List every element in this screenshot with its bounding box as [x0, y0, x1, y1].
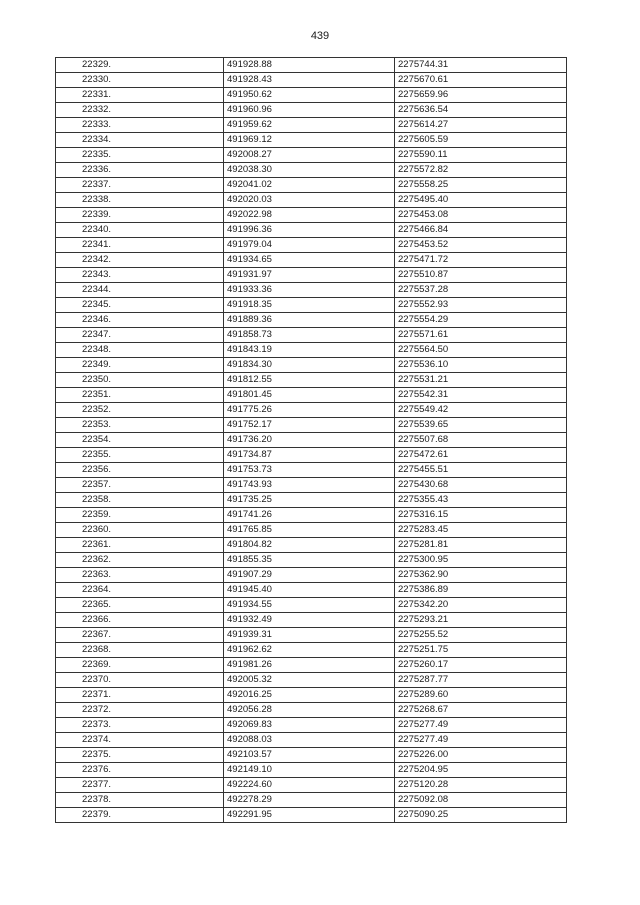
- x-coordinate-cell: 491734.87: [224, 448, 395, 463]
- table-row: [56, 343, 567, 358]
- point-number-cell: 22343.: [56, 268, 224, 283]
- table-row: [56, 763, 567, 778]
- x-coordinate-cell: 491812.55: [224, 373, 395, 388]
- table-row: [56, 463, 567, 478]
- table-row: [56, 808, 567, 823]
- table-row: [56, 778, 567, 793]
- point-number-cell: 22362.: [56, 553, 224, 568]
- point-number-cell: 22333.: [56, 118, 224, 133]
- table-row: [56, 388, 567, 403]
- point-number-cell: 22371.: [56, 688, 224, 703]
- table-row: [56, 118, 567, 133]
- x-coordinate-cell: 491934.55: [224, 598, 395, 613]
- y-coordinate-cell: 2275255.52: [395, 628, 567, 643]
- table-row: [56, 628, 567, 643]
- point-number-cell: 22344.: [56, 283, 224, 298]
- point-number-cell: 22341.: [56, 238, 224, 253]
- table-row: [56, 73, 567, 88]
- table-row: [56, 643, 567, 658]
- y-coordinate-cell: 2275554.29: [395, 313, 567, 328]
- point-number-cell: 22360.: [56, 523, 224, 538]
- y-coordinate-cell: 2275251.75: [395, 643, 567, 658]
- point-number-cell: 22339.: [56, 208, 224, 223]
- point-number-cell: 22357.: [56, 478, 224, 493]
- point-number-cell: 22358.: [56, 493, 224, 508]
- x-coordinate-cell: 492008.27: [224, 148, 395, 163]
- y-coordinate-cell: 2275614.27: [395, 118, 567, 133]
- table-row: [56, 88, 567, 103]
- x-coordinate-cell: 492291.95: [224, 808, 395, 823]
- table-row: [56, 268, 567, 283]
- point-number-cell: 22352.: [56, 403, 224, 418]
- y-coordinate-cell: 2275507.68: [395, 433, 567, 448]
- x-coordinate-cell: 492038.30: [224, 163, 395, 178]
- table-row: [56, 58, 567, 73]
- y-coordinate-cell: 2275300.95: [395, 553, 567, 568]
- x-coordinate-cell: 491907.29: [224, 568, 395, 583]
- point-number-cell: 22364.: [56, 583, 224, 598]
- y-coordinate-cell: 2275542.31: [395, 388, 567, 403]
- point-number-cell: 22332.: [56, 103, 224, 118]
- table-row: [56, 523, 567, 538]
- point-number-cell: 22366.: [56, 613, 224, 628]
- table-row: [56, 478, 567, 493]
- x-coordinate-cell: 491960.96: [224, 103, 395, 118]
- x-coordinate-cell: 491969.12: [224, 133, 395, 148]
- x-coordinate-cell: 491932.49: [224, 613, 395, 628]
- point-number-cell: 22355.: [56, 448, 224, 463]
- table-row: [56, 103, 567, 118]
- x-coordinate-cell: 492005.32: [224, 673, 395, 688]
- x-coordinate-cell: 491979.04: [224, 238, 395, 253]
- y-coordinate-cell: 2275316.15: [395, 508, 567, 523]
- y-coordinate-cell: 2275277.49: [395, 718, 567, 733]
- table-row: [56, 748, 567, 763]
- x-coordinate-cell: 492020.03: [224, 193, 395, 208]
- x-coordinate-cell: 491741.26: [224, 508, 395, 523]
- x-coordinate-cell: 491928.43: [224, 73, 395, 88]
- table-row: [56, 433, 567, 448]
- table-row: [56, 223, 567, 238]
- point-number-cell: 22368.: [56, 643, 224, 658]
- y-coordinate-cell: 2275558.25: [395, 178, 567, 193]
- x-coordinate-cell: 491743.93: [224, 478, 395, 493]
- x-coordinate-cell: 492022.98: [224, 208, 395, 223]
- table-row: [56, 283, 567, 298]
- y-coordinate-cell: 2275277.49: [395, 733, 567, 748]
- point-number-cell: 22373.: [56, 718, 224, 733]
- table-row: [56, 298, 567, 313]
- y-coordinate-cell: 2275260.17: [395, 658, 567, 673]
- y-coordinate-cell: 2275362.90: [395, 568, 567, 583]
- table-row: [56, 658, 567, 673]
- x-coordinate-cell: 491931.97: [224, 268, 395, 283]
- x-coordinate-cell: 492149.10: [224, 763, 395, 778]
- table-row: [56, 538, 567, 553]
- y-coordinate-cell: 2275564.50: [395, 343, 567, 358]
- y-coordinate-cell: 2275226.00: [395, 748, 567, 763]
- x-coordinate-cell: 491918.35: [224, 298, 395, 313]
- y-coordinate-cell: 2275466.84: [395, 223, 567, 238]
- point-number-cell: 22361.: [56, 538, 224, 553]
- x-coordinate-cell: 491933.36: [224, 283, 395, 298]
- y-coordinate-cell: 2275571.61: [395, 328, 567, 343]
- table-row: [56, 163, 567, 178]
- point-number-cell: 22342.: [56, 253, 224, 268]
- x-coordinate-cell: 492278.29: [224, 793, 395, 808]
- table-row: [56, 328, 567, 343]
- point-number-cell: 22345.: [56, 298, 224, 313]
- x-coordinate-cell: 492056.28: [224, 703, 395, 718]
- y-coordinate-cell: 2275572.82: [395, 163, 567, 178]
- table-row: [56, 178, 567, 193]
- table-row: [56, 568, 567, 583]
- point-number-cell: 22359.: [56, 508, 224, 523]
- y-coordinate-cell: 2275510.87: [395, 268, 567, 283]
- x-coordinate-cell: 491765.85: [224, 523, 395, 538]
- table-row: [56, 583, 567, 598]
- y-coordinate-cell: 2275281.81: [395, 538, 567, 553]
- point-number-cell: 22375.: [56, 748, 224, 763]
- table-body: [56, 58, 567, 823]
- table-row: [56, 148, 567, 163]
- point-number-cell: 22369.: [56, 658, 224, 673]
- y-coordinate-cell: 2275092.08: [395, 793, 567, 808]
- x-coordinate-cell: 491959.62: [224, 118, 395, 133]
- table-row: [56, 313, 567, 328]
- x-coordinate-cell: 492069.83: [224, 718, 395, 733]
- point-number-cell: 22374.: [56, 733, 224, 748]
- table-row: [56, 403, 567, 418]
- point-number-cell: 22372.: [56, 703, 224, 718]
- point-number-cell: 22336.: [56, 163, 224, 178]
- y-coordinate-cell: 2275455.51: [395, 463, 567, 478]
- point-number-cell: 22340.: [56, 223, 224, 238]
- table-row: [56, 193, 567, 208]
- y-coordinate-cell: 2275539.65: [395, 418, 567, 433]
- x-coordinate-cell: 491962.62: [224, 643, 395, 658]
- y-coordinate-cell: 2275120.28: [395, 778, 567, 793]
- y-coordinate-cell: 2275670.61: [395, 73, 567, 88]
- x-coordinate-cell: 491950.62: [224, 88, 395, 103]
- point-number-cell: 22330.: [56, 73, 224, 88]
- y-coordinate-cell: 2275430.68: [395, 478, 567, 493]
- x-coordinate-cell: 491834.30: [224, 358, 395, 373]
- x-coordinate-cell: 491945.40: [224, 583, 395, 598]
- table-row: [56, 358, 567, 373]
- y-coordinate-cell: 2275355.43: [395, 493, 567, 508]
- point-number-cell: 22348.: [56, 343, 224, 358]
- table-row: [56, 253, 567, 268]
- y-coordinate-cell: 2275342.20: [395, 598, 567, 613]
- point-number-cell: 22349.: [56, 358, 224, 373]
- x-coordinate-cell: 491889.36: [224, 313, 395, 328]
- y-coordinate-cell: 2275386.89: [395, 583, 567, 598]
- point-number-cell: 22331.: [56, 88, 224, 103]
- point-number-cell: 22356.: [56, 463, 224, 478]
- table-row: [56, 508, 567, 523]
- x-coordinate-cell: 491801.45: [224, 388, 395, 403]
- x-coordinate-cell: 491996.36: [224, 223, 395, 238]
- x-coordinate-cell: 492103.57: [224, 748, 395, 763]
- point-number-cell: 22346.: [56, 313, 224, 328]
- x-coordinate-cell: 492041.02: [224, 178, 395, 193]
- point-number-cell: 22351.: [56, 388, 224, 403]
- table-row: [56, 793, 567, 808]
- y-coordinate-cell: 2275472.61: [395, 448, 567, 463]
- y-coordinate-cell: 2275590.11: [395, 148, 567, 163]
- y-coordinate-cell: 2275204.95: [395, 763, 567, 778]
- point-number-cell: 22370.: [56, 673, 224, 688]
- point-number-cell: 22363.: [56, 568, 224, 583]
- y-coordinate-cell: 2275536.10: [395, 358, 567, 373]
- point-number-cell: 22378.: [56, 793, 224, 808]
- point-number-cell: 22338.: [56, 193, 224, 208]
- x-coordinate-cell: 491939.31: [224, 628, 395, 643]
- table-row: [56, 733, 567, 748]
- y-coordinate-cell: 2275293.21: [395, 613, 567, 628]
- page-number: 439: [310, 30, 330, 42]
- point-number-cell: 22329.: [56, 58, 224, 73]
- x-coordinate-cell: 491858.73: [224, 328, 395, 343]
- y-coordinate-cell: 2275552.93: [395, 298, 567, 313]
- y-coordinate-cell: 2275605.59: [395, 133, 567, 148]
- x-coordinate-cell: 492224.60: [224, 778, 395, 793]
- y-coordinate-cell: 2275744.31: [395, 58, 567, 73]
- table-row: [56, 448, 567, 463]
- table-row: [56, 613, 567, 628]
- table-row: [56, 553, 567, 568]
- x-coordinate-cell: 491775.26: [224, 403, 395, 418]
- y-coordinate-cell: 2275636.54: [395, 103, 567, 118]
- x-coordinate-cell: 492088.03: [224, 733, 395, 748]
- x-coordinate-cell: 491804.82: [224, 538, 395, 553]
- point-number-cell: 22365.: [56, 598, 224, 613]
- y-coordinate-cell: 2275283.45: [395, 523, 567, 538]
- point-number-cell: 22347.: [56, 328, 224, 343]
- table-row: [56, 418, 567, 433]
- point-number-cell: 22335.: [56, 148, 224, 163]
- point-number-cell: 22354.: [56, 433, 224, 448]
- x-coordinate-cell: 491753.73: [224, 463, 395, 478]
- table-row: [56, 718, 567, 733]
- y-coordinate-cell: 2275659.96: [395, 88, 567, 103]
- x-coordinate-cell: 491934.65: [224, 253, 395, 268]
- point-number-cell: 22379.: [56, 808, 224, 823]
- point-number-cell: 22337.: [56, 178, 224, 193]
- coordinate-table: [55, 57, 567, 823]
- point-number-cell: 22367.: [56, 628, 224, 643]
- x-coordinate-cell: 491752.17: [224, 418, 395, 433]
- y-coordinate-cell: 2275287.77: [395, 673, 567, 688]
- x-coordinate-cell: 491855.35: [224, 553, 395, 568]
- y-coordinate-cell: 2275549.42: [395, 403, 567, 418]
- x-coordinate-cell: 491736.20: [224, 433, 395, 448]
- point-number-cell: 22350.: [56, 373, 224, 388]
- table-row: [56, 673, 567, 688]
- y-coordinate-cell: 2275471.72: [395, 253, 567, 268]
- table-row: [56, 208, 567, 223]
- point-number-cell: 22334.: [56, 133, 224, 148]
- x-coordinate-cell: 492016.25: [224, 688, 395, 703]
- x-coordinate-cell: 491735.25: [224, 493, 395, 508]
- x-coordinate-cell: 491928.88: [224, 58, 395, 73]
- x-coordinate-cell: 491981.26: [224, 658, 395, 673]
- y-coordinate-cell: 2275289.60: [395, 688, 567, 703]
- y-coordinate-cell: 2275495.40: [395, 193, 567, 208]
- point-number-cell: 22353.: [56, 418, 224, 433]
- table-row: [56, 493, 567, 508]
- x-coordinate-cell: 491843.19: [224, 343, 395, 358]
- point-number-cell: 22377.: [56, 778, 224, 793]
- table-row: [56, 598, 567, 613]
- table-row: [56, 133, 567, 148]
- y-coordinate-cell: 2275268.67: [395, 703, 567, 718]
- y-coordinate-cell: 2275453.52: [395, 238, 567, 253]
- y-coordinate-cell: 2275531.21: [395, 373, 567, 388]
- table-row: [56, 373, 567, 388]
- point-number-cell: 22376.: [56, 763, 224, 778]
- y-coordinate-cell: 2275453.08: [395, 208, 567, 223]
- table-row: [56, 238, 567, 253]
- table-row: [56, 703, 567, 718]
- y-coordinate-cell: 2275090.25: [395, 808, 567, 823]
- table-row: [56, 688, 567, 703]
- y-coordinate-cell: 2275537.28: [395, 283, 567, 298]
